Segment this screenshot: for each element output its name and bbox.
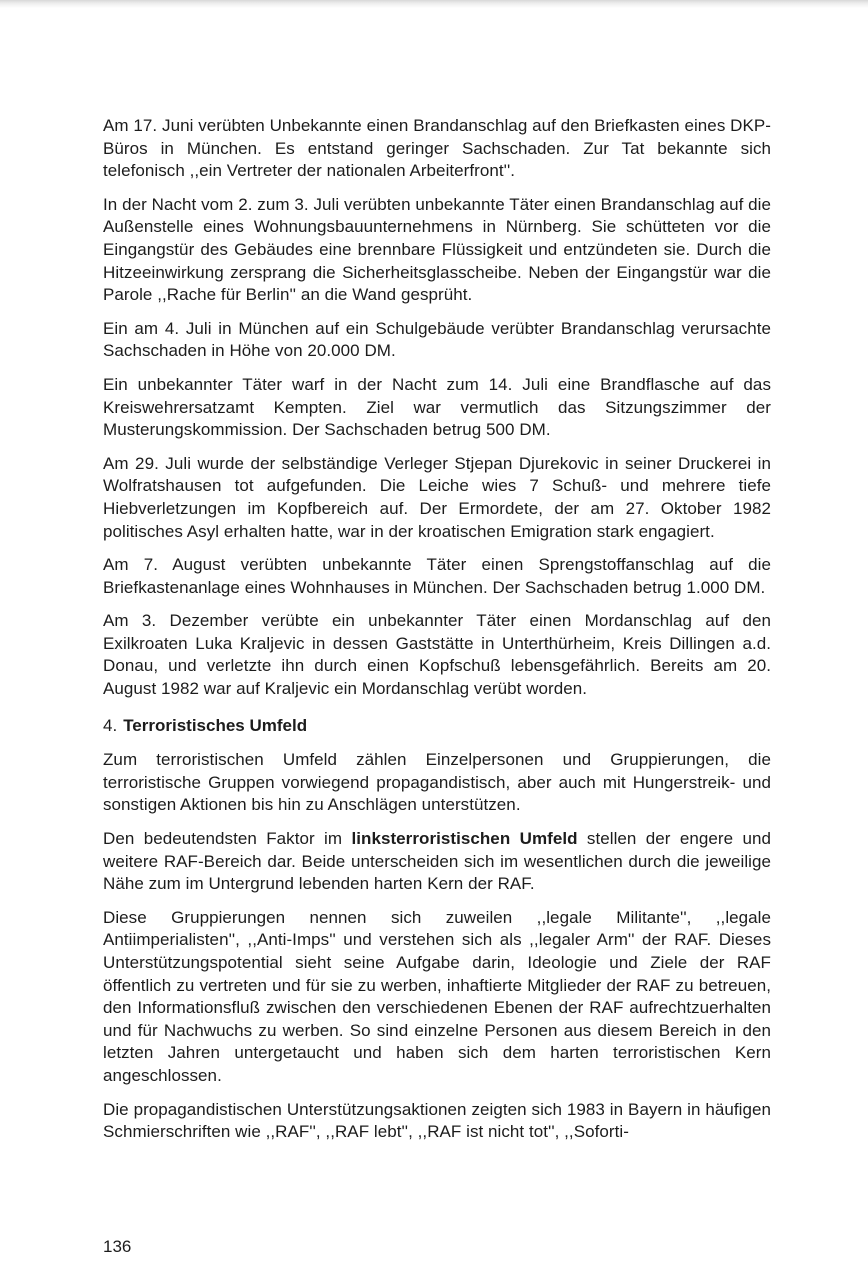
paragraph-djurekovic: Am 29. Juli wurde der selbständige Verleger Stjepan Djurekovic in seiner Druckerei in Wolfratshausen tot aufgefunden. Die Leiche wies 7 Schuß- und mehrere tiefe Hiebverletzungen im Kopfbereich auf. Der Ermordete, der am 27. Oktober 1982 politisches Asyl erhalten hatte, war in der kroatischen Emigration stark engagiert. (103, 453, 771, 541)
page-body (103, 115, 771, 1155)
paragraph-briefkastenanlage: Am 7. August verübten unbekannte Täter einen Sprengstoffanschlag auf die Briefkastenanlage eines Wohnhauses in München. Der Sachschaden betrug 1.000 DM. (103, 555, 771, 597)
section-title: Terroristisches Umfeld (123, 715, 308, 735)
paragraph-gruppierungen: Diese Gruppierungen nennen sich zuweilen ,,legale Militante'', ,,legale Antiimperialisten'', ,,Anti-Imps'' und verstehen sich als ,,legaler Arm'' der RAF. Dieses Unterstützungspotential sieht seine Aufgabe darin, Ideologie und Ziele der RAF öffentlich zu vertreten und für sie zu werben, inhaftierte Mitglieder der RAF zu betreuen, den Informationsfluß zwischen den verschiedenen Ebenen der RAF aufrechtzuerhalten und für Nachwuchs zu werben. So sind einzelne Personen aus diesem Bereich in den letzten Jahren untergetaucht und haben sich dem harten terroristischen Kern angeschlossen. (103, 907, 771, 1085)
bold-term: linksterroristischen Umfeld (351, 829, 578, 849)
section-heading (103, 715, 771, 738)
paragraph-dkp-bueros: Am 17. Juni verübten Unbekannte einen Brandanschlag auf den Briefkasten eines DKP-Büros in München. Es entstand geringer Sachschaden. Zur Tat bekannte sich telefonisch ,,ein Vertreter der nationalen Arbeiterfront''. (103, 116, 771, 181)
paragraph-kempten: Ein unbekannter Täter warf in der Nacht zum 14. Juli eine Brandflasche auf das Kreiswehrersatzamt Kempten. Ziel war vermutlich das Sitzungszimmer der Musterungskommission. Der Sachschaden betrug 500 DM. (103, 374, 771, 440)
paragraph-nuernberg: In der Nacht vom 2. zum 3. Juli verübten unbekannte Täter einen Brandanschlag auf die Außenstelle eines Wohnungsbauunternehmens in Nürnberg. Sie schütteten vor die Eingangstür des Gebäudes eine brennbare Flüssigkeit und entzündeten sie. Durch die Hitzeeinwirkung zersprang die Sicherheitsglasscheibe. Neben der Eingangstür war die Parole ,,Rache für Berlin'' an die Wand gesprüht. (103, 194, 771, 305)
text-segment: Den bedeutendsten Faktor im (103, 829, 352, 849)
paragraph-unterstuetzungsaktionen: Die propagandistischen Unterstützungsaktionen zeigten sich 1983 in Bayern in häufigen Schmierschriften wie ,,RAF'', ,,RAF lebt'', ,,RAF ist nicht tot'', ,,Soforti- (103, 1099, 771, 1142)
paragraph-raf-bereich (103, 828, 771, 896)
paragraph-umfeld-definition: Zum terroristischen Umfeld zählen Einzelpersonen und Gruppierungen, die terroristische Gruppen vorwiegend propagandistisch, aber auch mit Hungerstreik- und sonstigen Aktionen bis hin zu Anschlägen unterstützen. (103, 750, 771, 815)
text-segment: stellen der engere und weitere RAF-Bereich dar. Beide unterscheiden sich im wesentlichen durch die jeweilige Nähe zum im Untergrund lebenden harten Kern der RAF. (103, 829, 771, 894)
paragraph-schulgebaeude: Ein am 4. Juli in München auf ein Schulgebäude verübter Brandanschlag verursachte Sachschaden in Höhe von 20.000 DM. (103, 318, 771, 361)
section-number: 4. (103, 715, 118, 735)
paragraph-kraljevic: Am 3. Dezember verübte ein unbekannter Täter einen Mordanschlag auf den Exilkroaten Luka Kraljevic in dessen Gaststätte in Unterthürheim, Kreis Dillingen a.d. Donau, und verletzte ihn durch einen Kopfschuß lebensgefährlich. Bereits am 20. August 1982 war auf Kraljevic ein Mordanschlag verübt worden. (103, 611, 771, 699)
page-number: 136 (103, 1237, 132, 1256)
page-top-edge (0, 0, 868, 8)
